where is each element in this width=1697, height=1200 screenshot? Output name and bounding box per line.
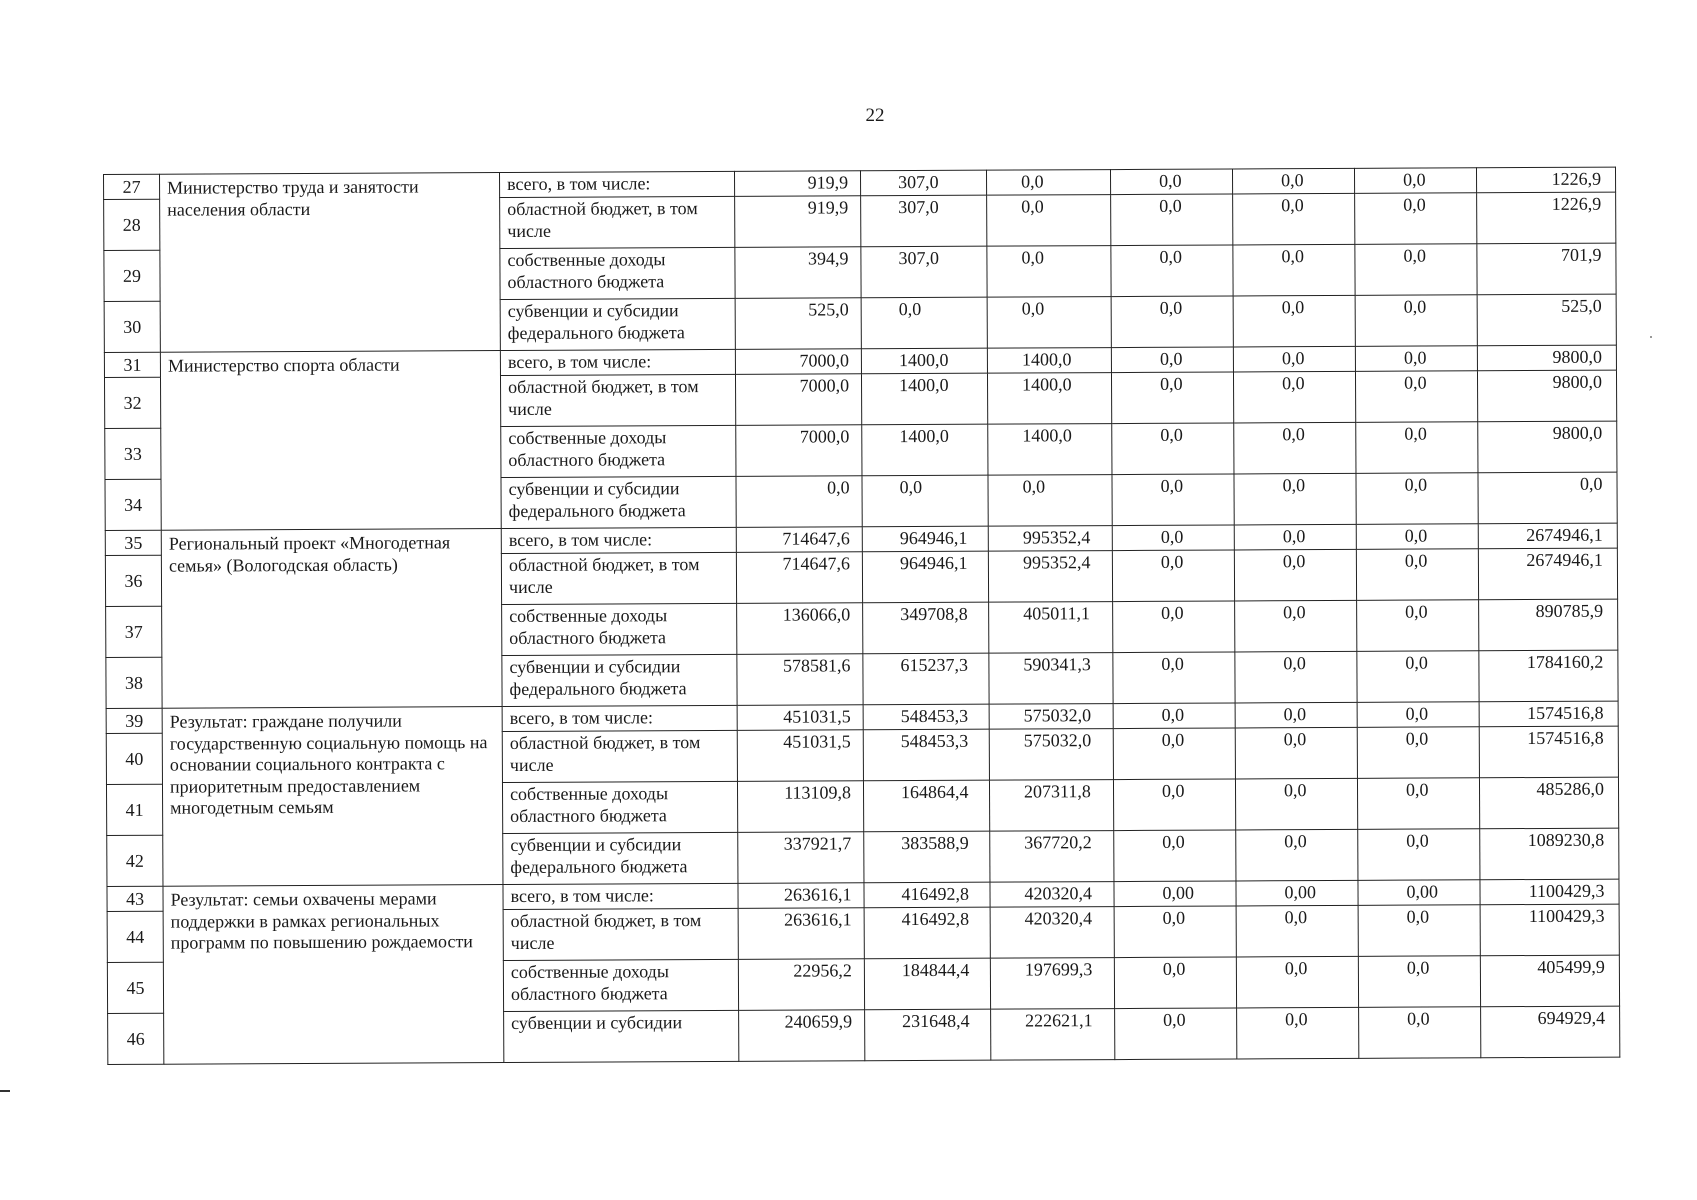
total-value-cell: 0,0 <box>1478 472 1617 524</box>
amount-cell: 0,0 <box>1234 524 1356 550</box>
amount-cell: 1400,0 <box>861 373 987 425</box>
amount-cell: 964946,1 <box>862 526 988 552</box>
amount-cell: 0,0 <box>1235 651 1357 703</box>
amount-cell: 0,0 <box>1235 702 1357 728</box>
amount-cell: 0,00 <box>1114 881 1236 907</box>
amount-cell: 307,0 <box>861 195 987 247</box>
amount-cell: 615237,3 <box>863 653 989 705</box>
scan-edge-mark <box>0 1090 10 1092</box>
amount-cell: 0,0 <box>1357 651 1479 703</box>
amount-cell: 1400,0 <box>861 348 987 374</box>
amount-cell: 7000,0 <box>736 425 862 477</box>
amount-cell: 0,0 <box>1234 422 1356 474</box>
amount-cell: 0,0 <box>1112 525 1234 551</box>
amount-cell: 0,0 <box>1237 1007 1359 1059</box>
amount-cell: 0,0 <box>1234 473 1356 525</box>
row-number: 40 <box>125 748 144 769</box>
row-number: 42 <box>125 850 144 871</box>
amount-cell: 420320,4 <box>990 882 1114 908</box>
total-value-cell: 405499,9 <box>1480 955 1619 1007</box>
amount-cell: 451031,5 <box>737 705 863 731</box>
row-number: 33 <box>123 443 142 464</box>
total-value-cell: 701,9 <box>1477 243 1616 295</box>
total-value-cell: 1784160,2 <box>1479 650 1618 702</box>
amount-cell: 0,0 <box>1112 550 1234 602</box>
amount-cell: 1400,0 <box>987 373 1111 425</box>
amount-cell: 0,0 <box>1111 296 1233 348</box>
amount-cell: 7000,0 <box>735 349 861 375</box>
group-name: Министерство труда и занятости населения области <box>160 173 501 353</box>
row-number: 31 <box>123 354 142 375</box>
amount-cell: 590341,3 <box>989 653 1113 705</box>
amount-cell: 0,0 <box>1359 1007 1481 1059</box>
row-number: 45 <box>126 977 145 998</box>
amount-cell: 0,0 <box>1358 829 1480 881</box>
amount-cell: 7000,0 <box>735 374 861 426</box>
amount-cell: 136066,0 <box>737 603 863 655</box>
row-number-cell <box>106 733 162 784</box>
amount-cell: 548453,3 <box>863 729 989 781</box>
amount-cell: 714647,6 <box>736 527 862 553</box>
amount-cell: 995352,4 <box>988 551 1112 603</box>
amount-cell: 0,0 <box>1235 778 1357 830</box>
row-number: 30 <box>123 316 142 337</box>
funding-source-label: всего, в том числе: <box>503 883 738 909</box>
amount-cell: 0,0 <box>1113 779 1235 831</box>
row-number: 32 <box>123 392 142 413</box>
funding-source-label: собственные доходы областного бюджета <box>502 603 737 655</box>
amount-cell: 0,00 <box>1236 880 1358 906</box>
row-number-cell <box>105 530 161 555</box>
amount-cell: 0,0 <box>1112 474 1234 526</box>
funding-source-label: областной бюджет, в том числе <box>500 374 735 426</box>
amount-cell: 0,0 <box>1111 245 1233 297</box>
funding-source-label: субвенции и субсидии федерального бюджета <box>500 298 735 350</box>
row-number-cell <box>104 174 160 199</box>
amount-cell: 307,0 <box>860 170 986 196</box>
row-number-cell <box>104 377 160 428</box>
funding-source-label: областной бюджет, в том числе <box>501 552 736 604</box>
amount-cell: 995352,4 <box>988 526 1112 552</box>
amount-cell: 548453,3 <box>863 704 989 730</box>
group-name: Результат: граждане получили государственную социальную помощь на основании социального контракта с приоритетным предоставлением многодетным семьям <box>162 707 503 887</box>
amount-cell: 240659,9 <box>739 1010 865 1062</box>
row-number: 34 <box>124 494 143 515</box>
row-number-cell <box>106 708 162 733</box>
amount-cell: 420320,4 <box>990 907 1114 959</box>
funding-source-label: областной бюджет, в том числе <box>500 196 735 248</box>
row-number: 38 <box>124 672 144 693</box>
funding-source-label: собственные доходы областного бюджета <box>503 959 738 1011</box>
amount-cell: 0,0 <box>1235 727 1357 779</box>
total-value-cell: 9800,0 <box>1477 370 1616 422</box>
amount-cell: 0,0 <box>1233 371 1355 423</box>
group-name: Министерство спорта области <box>160 351 501 531</box>
amount-cell: 0,0 <box>1236 905 1358 957</box>
total-value-cell: 485286,0 <box>1479 777 1618 829</box>
row-number-cell <box>105 428 161 479</box>
amount-cell: 0,0 <box>1357 600 1479 652</box>
row-number: 37 <box>124 621 143 642</box>
total-value-cell: 694929,4 <box>1481 1006 1620 1058</box>
table-body <box>104 167 1620 1064</box>
row-number: 43 <box>125 888 145 909</box>
amount-cell: 0,0 <box>1233 346 1355 372</box>
amount-cell: 0,0 <box>1355 193 1477 245</box>
amount-cell: 919,9 <box>735 196 861 248</box>
funding-source-label: собственные доходы областного бюджета <box>502 781 737 833</box>
funding-source-label: всего, в том числе: <box>499 171 734 197</box>
funding-source-label: всего, в том числе: <box>501 527 736 553</box>
amount-cell: 0,0 <box>1115 1008 1237 1060</box>
scan-dot-mark <box>1650 336 1652 338</box>
amount-cell: 263616,1 <box>738 908 864 960</box>
amount-cell: 0,0 <box>1111 347 1233 373</box>
amount-cell: 0,0 <box>1113 601 1235 653</box>
amount-cell: 575032,0 <box>989 729 1113 781</box>
row-number-cell <box>107 835 163 886</box>
amount-cell: 0,0 <box>1358 905 1480 957</box>
row-number-cell <box>104 352 160 377</box>
amount-cell: 383588,9 <box>864 831 990 883</box>
amount-cell: 222621,1 <box>991 1009 1115 1061</box>
budget-table <box>103 167 1620 1065</box>
amount-cell: 0,0 <box>736 476 862 528</box>
amount-cell: 578581,6 <box>737 654 863 706</box>
amount-cell: 0,0 <box>1356 473 1478 525</box>
row-number-cell <box>106 657 162 708</box>
row-number: 27 <box>122 176 141 197</box>
amount-cell: 0,0 <box>1236 829 1358 881</box>
amount-cell: 525,0 <box>735 298 861 350</box>
row-number: 35 <box>124 532 143 553</box>
amount-cell: 0,0 <box>1233 244 1355 296</box>
total-value-cell: 1100429,3 <box>1480 879 1619 905</box>
amount-cell: 0,0 <box>1111 372 1233 424</box>
amount-cell: 0,0 <box>1114 957 1236 1009</box>
row-number: 39 <box>125 710 144 731</box>
amount-cell: 0,0 <box>1357 778 1479 830</box>
row-number-cell <box>108 1013 164 1064</box>
amount-cell: 0,0 <box>1357 702 1479 728</box>
amount-cell: 964946,1 <box>862 551 988 603</box>
amount-cell: 0,0 <box>1113 728 1235 780</box>
amount-cell: 0,0 <box>862 475 988 527</box>
amount-cell: 575032,0 <box>989 704 1113 730</box>
amount-cell: 0,0 <box>1355 346 1477 372</box>
group-name: Региональный проект «Многодетная семья» (Вологодская область) <box>161 529 502 709</box>
funding-source-label: субвенции и субсидии федерального бюджета <box>503 832 738 884</box>
row-number-cell <box>106 606 162 657</box>
funding-source-label: областной бюджет, в том числе <box>503 908 738 960</box>
amount-cell: 349708,8 <box>863 602 989 654</box>
amount-cell: 0,0 <box>1355 371 1477 423</box>
row-number: 41 <box>125 799 144 820</box>
amount-cell: 184844,4 <box>864 958 990 1010</box>
row-number-cell <box>107 962 163 1013</box>
amount-cell: 0,0 <box>1355 295 1477 347</box>
amount-cell: 0,0 <box>1358 956 1480 1008</box>
row-number-cell <box>107 886 163 911</box>
row-number-cell <box>104 301 160 352</box>
row-number: 46 <box>126 1028 145 1049</box>
amount-cell: 0,0 <box>1356 549 1478 601</box>
total-value-cell: 1574516,8 <box>1479 701 1618 727</box>
total-value-cell: 9800,0 <box>1478 421 1617 473</box>
amount-cell: 0,0 <box>1235 600 1357 652</box>
amount-cell: 0,0 <box>861 297 987 349</box>
amount-cell: 0,0 <box>1114 830 1236 882</box>
amount-cell: 416492,8 <box>864 882 990 908</box>
amount-cell: 714647,6 <box>736 552 862 604</box>
funding-source-label: всего, в том числе: <box>502 705 737 731</box>
row-number-cell <box>106 784 162 835</box>
row-number-cell <box>104 199 160 250</box>
amount-cell: 0,0 <box>1356 524 1478 550</box>
total-value-cell: 1226,9 <box>1476 167 1615 193</box>
amount-cell: 0,0 <box>986 170 1110 196</box>
funding-source-label: собственные доходы областного бюджета <box>500 247 735 299</box>
page-number: 22 <box>865 105 885 126</box>
funding-source-label: субвенции и субсидии <box>504 1010 739 1062</box>
amount-cell: 0,0 <box>987 246 1111 298</box>
amount-cell: 1400,0 <box>862 424 988 476</box>
total-value-cell: 1089230,8 <box>1480 828 1619 880</box>
amount-cell: 0,0 <box>987 195 1111 247</box>
amount-cell: 207311,8 <box>989 780 1113 832</box>
amount-cell: 307,0 <box>861 246 987 298</box>
amount-cell: 263616,1 <box>738 883 864 909</box>
amount-cell: 197699,3 <box>990 958 1114 1010</box>
total-value-cell: 890785,9 <box>1479 599 1618 651</box>
amount-cell: 0,0 <box>1356 422 1478 474</box>
amount-cell: 0,0 <box>1112 423 1234 475</box>
amount-cell: 394,9 <box>735 247 861 299</box>
amount-cell: 0,0 <box>1113 652 1235 704</box>
amount-cell: 0,0 <box>1111 194 1233 246</box>
amount-cell: 113109,8 <box>737 781 863 833</box>
amount-cell: 0,0 <box>1354 168 1476 194</box>
amount-cell: 919,9 <box>734 171 860 197</box>
funding-source-label: всего, в том числе: <box>500 349 735 375</box>
total-value-cell: 1100429,3 <box>1480 904 1619 956</box>
funding-source-label: субвенции и субсидии федерального бюджета <box>501 476 736 528</box>
row-number: 28 <box>122 214 141 235</box>
amount-cell: 231648,4 <box>865 1009 991 1061</box>
funding-source-label: областной бюджет, в том числе <box>502 730 737 782</box>
group-name: Результат: семьи охвачены мерами поддержки в рамках региональных программ по повышению рождаемости <box>163 885 504 1065</box>
amount-cell: 22956,2 <box>738 959 864 1011</box>
funding-source-label: субвенции и субсидии федерального бюджета <box>502 654 737 706</box>
row-number: 29 <box>122 265 142 286</box>
amount-cell: 405011,1 <box>989 602 1113 654</box>
funding-source-label: собственные доходы областного бюджета <box>501 425 736 477</box>
amount-cell: 0,0 <box>1110 169 1232 195</box>
row-number-cell <box>107 911 163 962</box>
amount-cell: 0,0 <box>1357 727 1479 779</box>
amount-cell: 337921,7 <box>738 832 864 884</box>
total-value-cell: 9800,0 <box>1477 345 1616 371</box>
amount-cell: 0,00 <box>1358 880 1480 906</box>
amount-cell: 0,0 <box>1233 193 1355 245</box>
total-value-cell: 525,0 <box>1477 294 1616 346</box>
amount-cell: 0,0 <box>987 297 1111 349</box>
amount-cell: 164864,4 <box>863 780 989 832</box>
row-number: 36 <box>124 570 143 591</box>
row-number-cell <box>105 555 161 606</box>
amount-cell: 0,0 <box>1355 244 1477 296</box>
amount-cell: 0,0 <box>1233 295 1355 347</box>
row-number: 44 <box>126 926 145 947</box>
total-value-cell: 1226,9 <box>1477 192 1616 244</box>
amount-cell: 0,0 <box>1232 168 1354 194</box>
amount-cell: 0,0 <box>1234 549 1356 601</box>
row-number-cell <box>104 250 160 301</box>
amount-cell: 416492,8 <box>864 907 990 959</box>
total-value-cell: 2674946,1 <box>1478 548 1617 600</box>
amount-cell: 451031,5 <box>737 730 863 782</box>
amount-cell: 0,0 <box>988 475 1112 527</box>
amount-cell: 367720,2 <box>990 831 1114 883</box>
total-value-cell: 2674946,1 <box>1478 523 1617 549</box>
amount-cell: 1400,0 <box>987 348 1111 374</box>
amount-cell: 0,0 <box>1113 703 1235 729</box>
amount-cell: 0,0 <box>1236 956 1358 1008</box>
row-number-cell <box>105 479 161 530</box>
amount-cell: 0,0 <box>1114 906 1236 958</box>
total-value-cell: 1574516,8 <box>1479 726 1618 778</box>
amount-cell: 1400,0 <box>988 424 1112 476</box>
